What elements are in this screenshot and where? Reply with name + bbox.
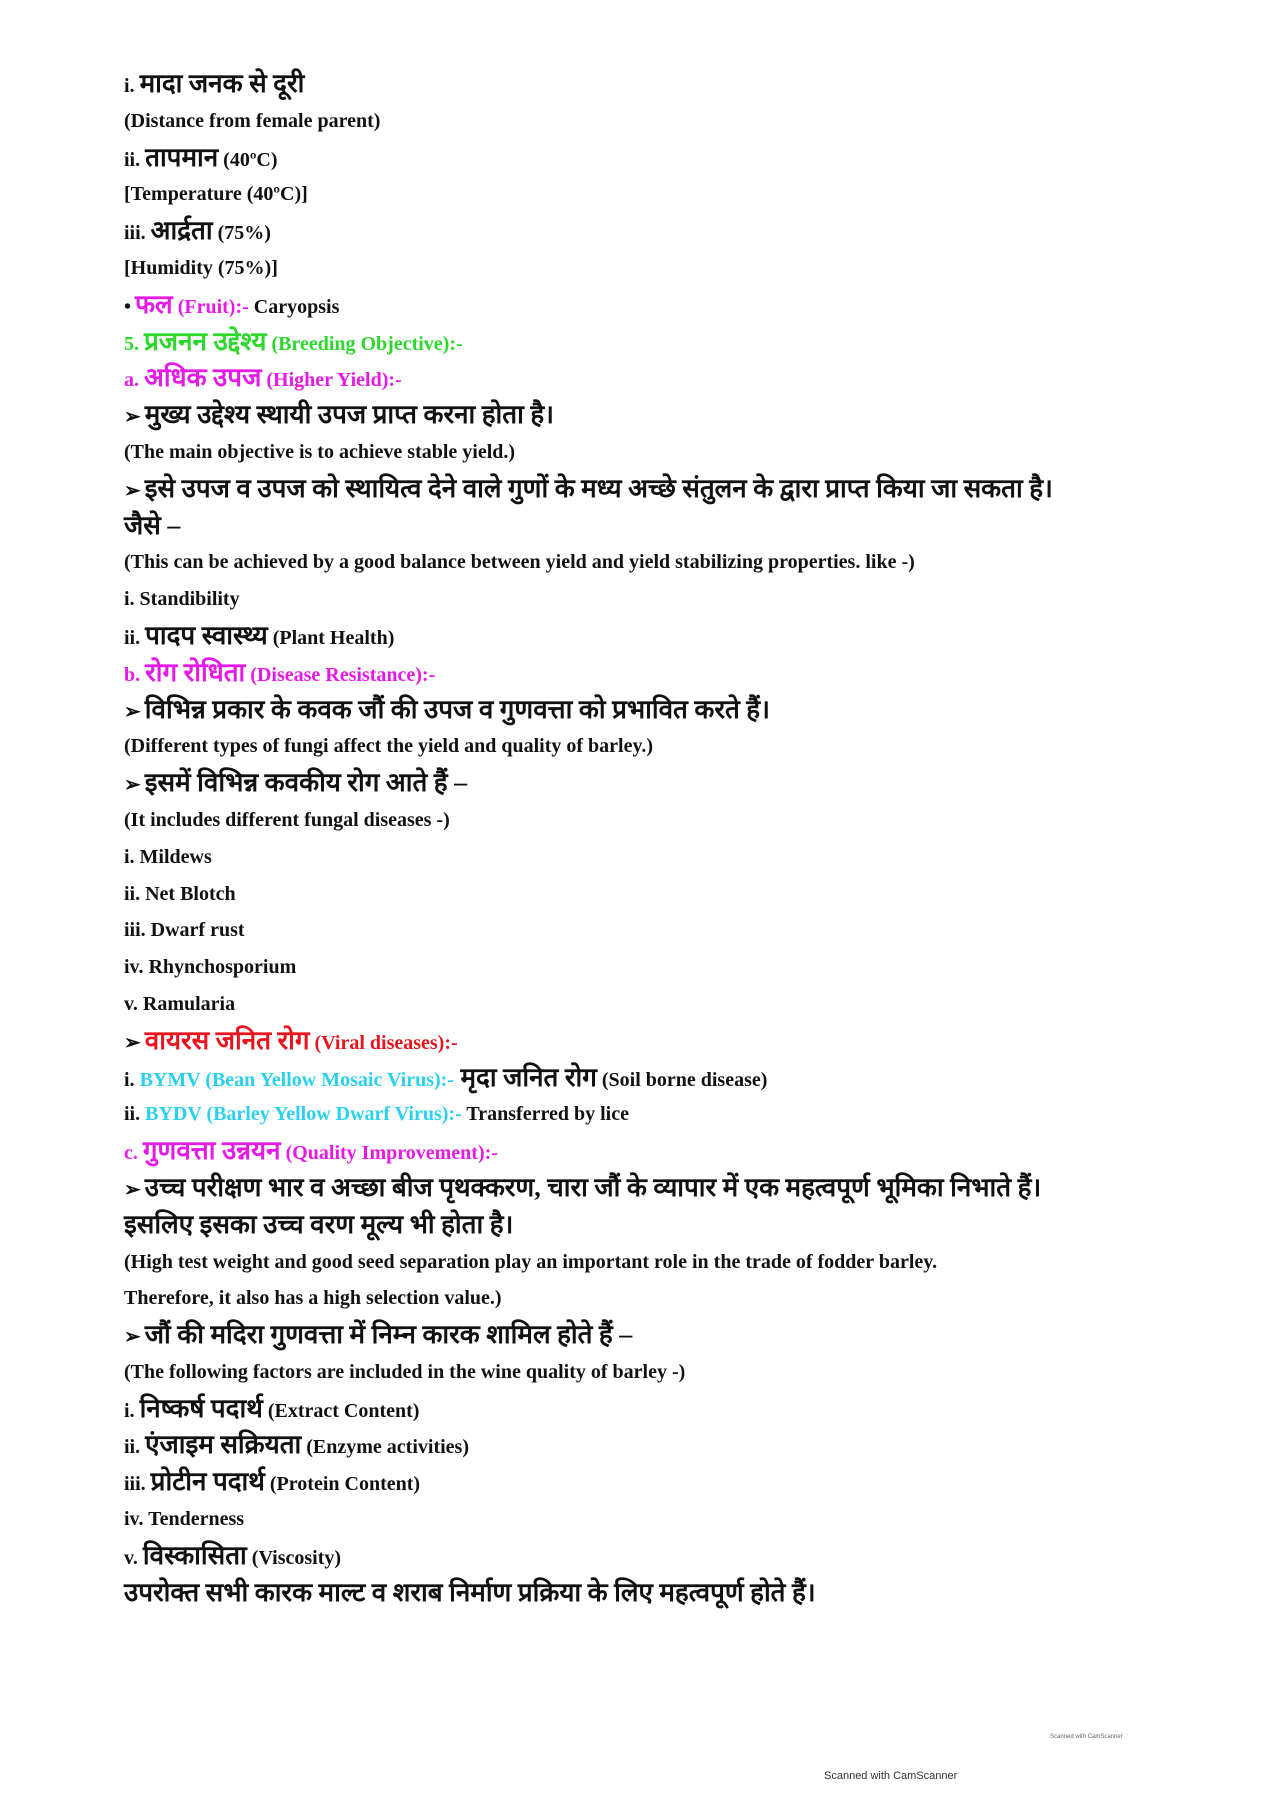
hindi-text: आर्द्रता <box>150 216 213 246</box>
hindi-text: प्रोटीन पदार्थ <box>150 1467 265 1497</box>
line-selection-value <box>124 1207 1244 1244</box>
list-item-tenderness <box>124 1501 1244 1538</box>
item-number: i. <box>124 1068 140 1091</box>
virus-name: BYDV (Barley Yellow Dwarf Virus):- <box>145 1103 462 1126</box>
english-text: (The following factors are included in the wine quality of barley -) <box>124 1360 686 1383</box>
hindi-text: उपरोक्त सभी कारक माल्ट व शराब निर्माण प्रक्रिया के लिए महत्वपूर्ण होते हैं। <box>124 1577 816 1607</box>
line-humidity <box>124 213 1244 250</box>
english-text: iii. Dwarf rust <box>124 919 245 942</box>
hindi-text: तापमान <box>145 142 219 172</box>
arrow-bullet-icon: ➢ <box>124 406 141 429</box>
english-heading: (Quality Improvement):- <box>280 1142 498 1165</box>
english-heading: (Viral diseases):- <box>309 1031 458 1054</box>
hindi-text: जौं की मदिरा गुणवत्ता में निम्न कारक शामिल होते हैं – <box>144 1320 633 1350</box>
line-test-weight <box>124 1170 1244 1207</box>
item-number: ii. <box>124 148 146 171</box>
list-item-dwarf-rust <box>124 912 1244 949</box>
subheading-disease-resistance <box>124 655 1244 692</box>
hindi-text: विस्कासिता <box>142 1540 247 1570</box>
english-text: v. Ramularia <box>124 992 236 1015</box>
english-text: (Distance from female parent) <box>124 109 381 132</box>
english-text: (Soil borne disease) <box>596 1068 768 1091</box>
list-item-bymv <box>124 1060 1244 1097</box>
english-text: (Different types of fungi affect the yield and quality of barley.) <box>124 735 654 758</box>
line-conclusion <box>124 1575 1244 1612</box>
english-text: (The main objective is to achieve stable yield.) <box>124 440 516 463</box>
line-female-distance-en <box>124 103 1244 140</box>
hindi-text: मुख्य उद्देश्य स्थायी उपज प्राप्त करना होता है। <box>144 400 555 430</box>
english-text: Transferred by lice <box>461 1103 629 1126</box>
arrow-bullet-icon: ➢ <box>124 1178 141 1201</box>
virus-name: BYMV (Bean Yellow Mosaic Virus):- <box>139 1068 454 1091</box>
english-heading: (Fruit):- <box>172 295 249 318</box>
list-item-viscosity <box>124 1538 1244 1575</box>
english-text: (40ºC) <box>218 148 278 171</box>
hindi-heading: वायरस जनित रोग <box>144 1025 310 1055</box>
english-text: (It includes different fungal diseases -) <box>124 808 450 831</box>
hindi-text: पादप स्वास्थ्य <box>145 620 268 650</box>
hindi-text: मादा जनक से दूरी <box>139 69 305 98</box>
english-text: [Temperature (40ºC)] <box>124 183 308 206</box>
english-text: (75%) <box>212 222 271 245</box>
english-text: (Viscosity) <box>246 1546 342 1569</box>
line-fungi <box>124 692 1244 729</box>
english-text: (This can be achieved by a good balance between yield and yield stabilizing properties. like -) <box>124 551 915 574</box>
list-item-protein-content <box>124 1464 1244 1501</box>
hindi-text: इसमें विभिन्न कवकीय रोग आते हैं – <box>144 768 468 798</box>
hindi-heading: अधिक उपज <box>144 363 262 393</box>
english-text: (High test weight and good seed separation play an important role in the trade of fodder barley. <box>124 1250 938 1273</box>
scanner-watermark-small: Scanned with CamScanner <box>1050 1734 1123 1740</box>
line-temperature <box>124 140 1244 177</box>
hindi-text: जैसे – <box>124 510 181 540</box>
bullet-icon: • <box>124 295 132 318</box>
english-text: (Extract Content) <box>262 1399 420 1422</box>
arrow-bullet-icon: ➢ <box>124 700 141 723</box>
subsection-number: b. <box>124 663 146 686</box>
item-number: iii. <box>124 1473 151 1496</box>
line-test-weight-en <box>124 1244 1244 1281</box>
document-page <box>124 66 1244 1611</box>
line-balance-en <box>124 544 1244 581</box>
subsection-number: a. <box>124 369 144 392</box>
arrow-bullet-icon: ➢ <box>124 1326 141 1349</box>
english-text: iv. Rhynchosporium <box>124 956 297 979</box>
arrow-bullet-icon: ➢ <box>124 774 141 797</box>
english-text: (Plant Health) <box>267 626 395 649</box>
item-number: ii. <box>124 1103 146 1126</box>
hindi-text: इसलिए इसका उच्च वरण मूल्य भी होता है। <box>124 1209 514 1239</box>
item-number: i. <box>124 1399 140 1422</box>
list-item-net-blotch <box>124 876 1244 913</box>
line-wine-quality-en <box>124 1354 1244 1391</box>
english-text: Caryopsis <box>248 295 340 318</box>
english-heading: (Higher Yield):- <box>261 369 402 392</box>
list-item-extract-content <box>124 1391 1244 1428</box>
subheading-viral-diseases <box>124 1023 1244 1060</box>
hindi-heading: गुणवत्ता उन्नयन <box>142 1136 281 1166</box>
line-fruit <box>124 287 1244 324</box>
item-number: i. <box>124 75 140 97</box>
subsection-number: c. <box>124 1142 143 1165</box>
list-item-ramularia <box>124 986 1244 1023</box>
english-text: (Enzyme activities) <box>301 1436 469 1459</box>
item-number: iii. <box>124 222 151 245</box>
item-number: ii. <box>124 626 146 649</box>
line-fungal-diseases-en <box>124 802 1244 839</box>
english-text: iv. Tenderness <box>124 1508 245 1531</box>
line-main-objective <box>124 397 1244 434</box>
scanner-watermark: Scanned with CamScanner <box>824 1770 958 1782</box>
subheading-quality-improvement <box>124 1133 1244 1170</box>
section-heading-breeding-objective <box>124 324 1244 361</box>
hindi-text: निष्कर्ष पदार्थ <box>139 1393 263 1423</box>
hindi-text: इसे उपज व उपज को स्थायित्व देने वाले गुणों के मध्य अच्छे संतुलन के द्वारा प्राप्त किया जा सकता है। <box>144 473 1053 503</box>
english-heading: (Disease Resistance):- <box>245 663 436 686</box>
subheading-higher-yield <box>124 360 1244 397</box>
item-number: ii. <box>124 1436 146 1459</box>
list-item-standibility <box>124 581 1244 618</box>
english-text: Therefore, it also has a high selection value.) <box>124 1287 502 1310</box>
line-humidity-en <box>124 250 1244 287</box>
list-item-mildews <box>124 839 1244 876</box>
list-item-enzyme-activities <box>124 1427 1244 1464</box>
english-text: (Protein Content) <box>264 1473 421 1496</box>
line-selection-value-en <box>124 1280 1244 1317</box>
list-item-plant-health <box>124 618 1244 655</box>
line-balance <box>124 471 1244 508</box>
line-wine-quality <box>124 1317 1244 1354</box>
item-number: v. <box>124 1546 143 1569</box>
english-heading: (Breeding Objective):- <box>266 332 463 355</box>
hindi-text: मृदा जनित रोग <box>453 1062 597 1092</box>
hindi-text: विभिन्न प्रकार के कवक जौं की उपज व गुणवत्ता को प्रभावित करते हैं। <box>144 694 770 724</box>
line-female-distance <box>124 66 1244 103</box>
english-text: ii. Net Blotch <box>124 882 236 905</box>
list-item-bydv <box>124 1096 1244 1133</box>
english-text: i. Standibility <box>124 588 240 611</box>
line-temperature-en <box>124 176 1244 213</box>
hindi-heading: फल <box>135 289 173 319</box>
english-text: [Humidity (75%)] <box>124 256 278 279</box>
line-like <box>124 508 1244 545</box>
english-text: i. Mildews <box>124 845 212 868</box>
hindi-text: एंजाइम सक्रियता <box>145 1430 302 1460</box>
section-number: 5. <box>124 332 144 355</box>
hindi-heading: रोग रोधिता <box>145 657 246 687</box>
list-item-rhynchosporium <box>124 949 1244 986</box>
line-fungi-en <box>124 728 1244 765</box>
line-fungal-diseases <box>124 765 1244 802</box>
hindi-heading: प्रजनन उद्देश्य <box>144 326 267 356</box>
arrow-bullet-icon: ➢ <box>124 1031 141 1054</box>
line-main-objective-en <box>124 434 1244 471</box>
arrow-bullet-icon: ➢ <box>124 479 141 502</box>
hindi-text: उच्च परीक्षण भार व अच्छा बीज पृथक्करण, चारा जौं के व्यापार में एक महत्वपूर्ण भूमिका निभाते हैं। <box>144 1172 1042 1202</box>
